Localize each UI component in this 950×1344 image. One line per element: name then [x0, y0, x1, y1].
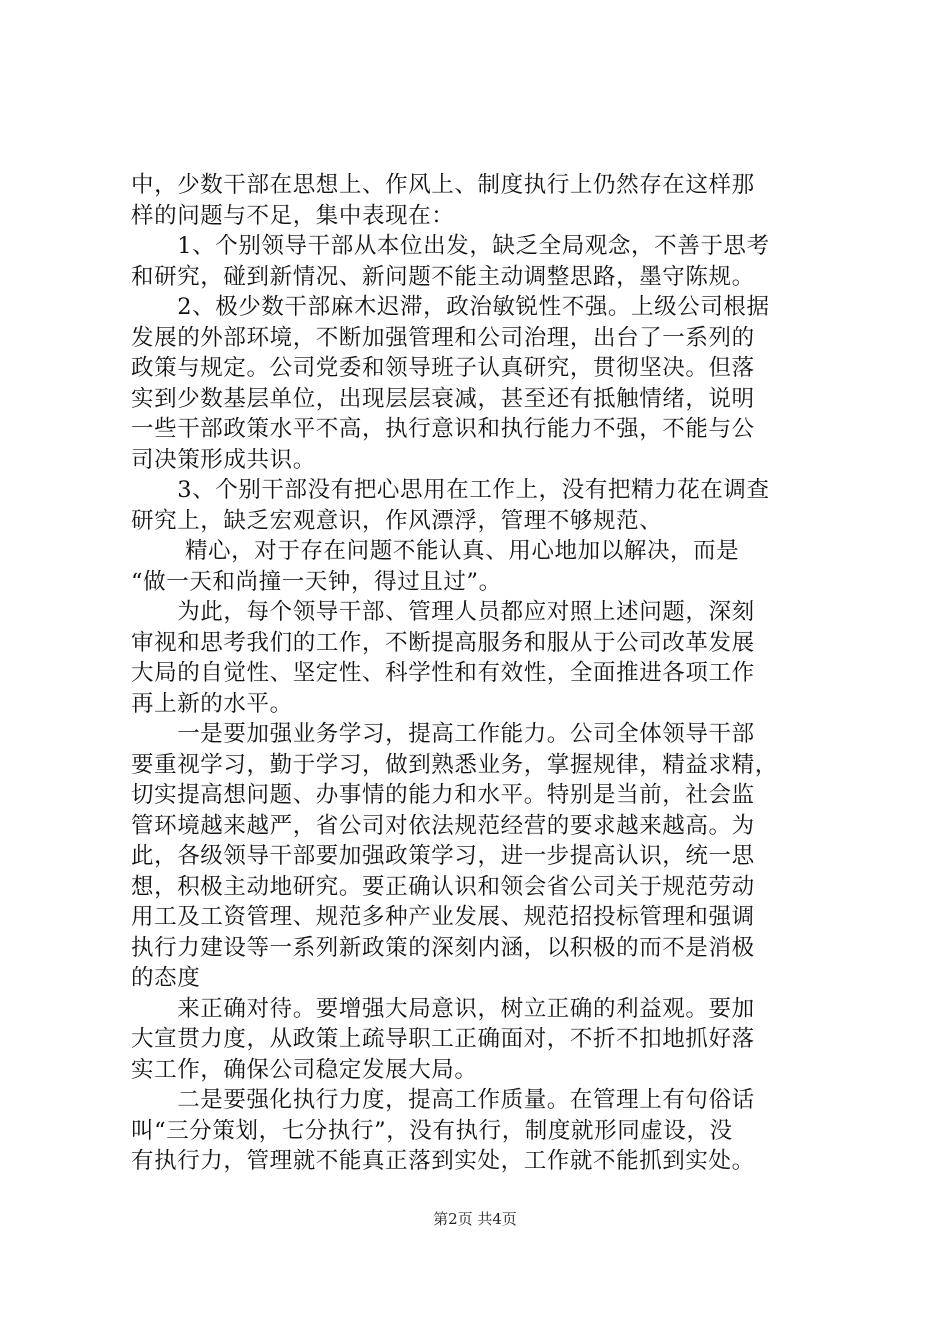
text-line: 样的问题与不足，集中表现在：: [131, 202, 455, 229]
text-line: 一些干部政策水平不高，执行意识和执行能力不强，不能与公: [131, 416, 755, 442]
text-line: 管环境越来越严，省公司对依法规范经营的要求越来越高。为: [131, 812, 755, 839]
text-line: 2、极少数干部麻木迟滞，政治敏锐性不强。上级公司根据: [131, 294, 770, 320]
text-line: 实到少数基层单位，出现层层衰减，甚至还有抵触情绪，说明: [131, 385, 755, 412]
text-line: 大宣贯力度，从政策上疏导职工正确面对，不折不扣地抓好落: [131, 1026, 755, 1052]
document-body: [131, 170, 821, 1177]
text-line: 为此，每个领导干部、管理人员都应对照上述问题，深刻: [131, 599, 755, 625]
text-line: 二是要强化执行力度，提高工作质量。在管理上有句俗话: [131, 1087, 755, 1113]
text-line: 要重视学习，勤于学习，做到熟悉业务，掌握规律，精益求精，: [131, 751, 778, 778]
text-line: 中，少数干部在思想上、作风上、制度执行上仍然存在这样那: [131, 172, 755, 198]
text-line: 司决策形成共识。: [131, 446, 316, 473]
text-line: 想，积极主动地研究。要正确认识和领会省公司关于规范劳动: [131, 873, 755, 900]
text-line: “做一天和尚撞一天钟，得过且过”。: [131, 568, 502, 595]
text-line: 研究上，缺乏宏观意识，作风漂浮，管理不够规范、: [131, 507, 663, 534]
text-line: 和研究，碰到新情况、新问题不能主动调整思路，墨守陈规。: [131, 263, 755, 290]
text-line: 叫“三分策划，七分执行”，没有执行，制度就形同虚设，没: [131, 1117, 733, 1144]
text-line: 有执行力，管理就不能真正落到实处，工作就不能抓到实处。: [131, 1148, 755, 1174]
text-line: 执行力建设等一系列新政策的深刻内涵，以积极的而不是消极: [131, 934, 755, 961]
text-line: 大局的自觉性、坚定性、科学性和有效性，全面推进各项工作: [131, 660, 755, 686]
text-line: 再上新的水平。: [131, 690, 293, 717]
text-line: 审视和思考我们的工作，不断提高服务和服从于公司改革发展: [131, 629, 755, 656]
text-line: 1、个别领导干部从本位出发，缺乏全局观念，不善于思考: [131, 233, 770, 259]
text-line: 发展的外部环境，不断加强管理和公司治理，出台了一系列的: [131, 324, 755, 351]
text-line: 3、个别干部没有把心思用在工作上，没有把精力花在调查: [131, 477, 770, 503]
text-line: 来正确对待。要增强大局意识，树立正确的利益观。要加: [131, 995, 755, 1022]
text-line: 精心，对于存在问题不能认真、用心地加以解决，而是: [131, 538, 740, 564]
text-line: 一是要加强业务学习，提高工作能力。公司全体领导干部: [131, 721, 755, 747]
text-line: 的态度: [131, 965, 201, 991]
text-line: 此，各级领导干部要加强政策学习，进一步提高认识，统一思: [131, 843, 755, 869]
text-line: 切实提高想问题、办事情的能力和水平。特别是当前，社会监: [131, 782, 755, 808]
text-line: 实工作，确保公司稳定发展大局。: [131, 1056, 478, 1083]
page-number-footer: 第2页 共4页: [433, 1210, 517, 1228]
text-line: 用工及工资管理、规范多种产业发展、规范招投标管理和强调: [131, 904, 755, 930]
text-line: 政策与规定。公司党委和领导班子认真研究，贯彻坚决。但落: [131, 355, 755, 381]
